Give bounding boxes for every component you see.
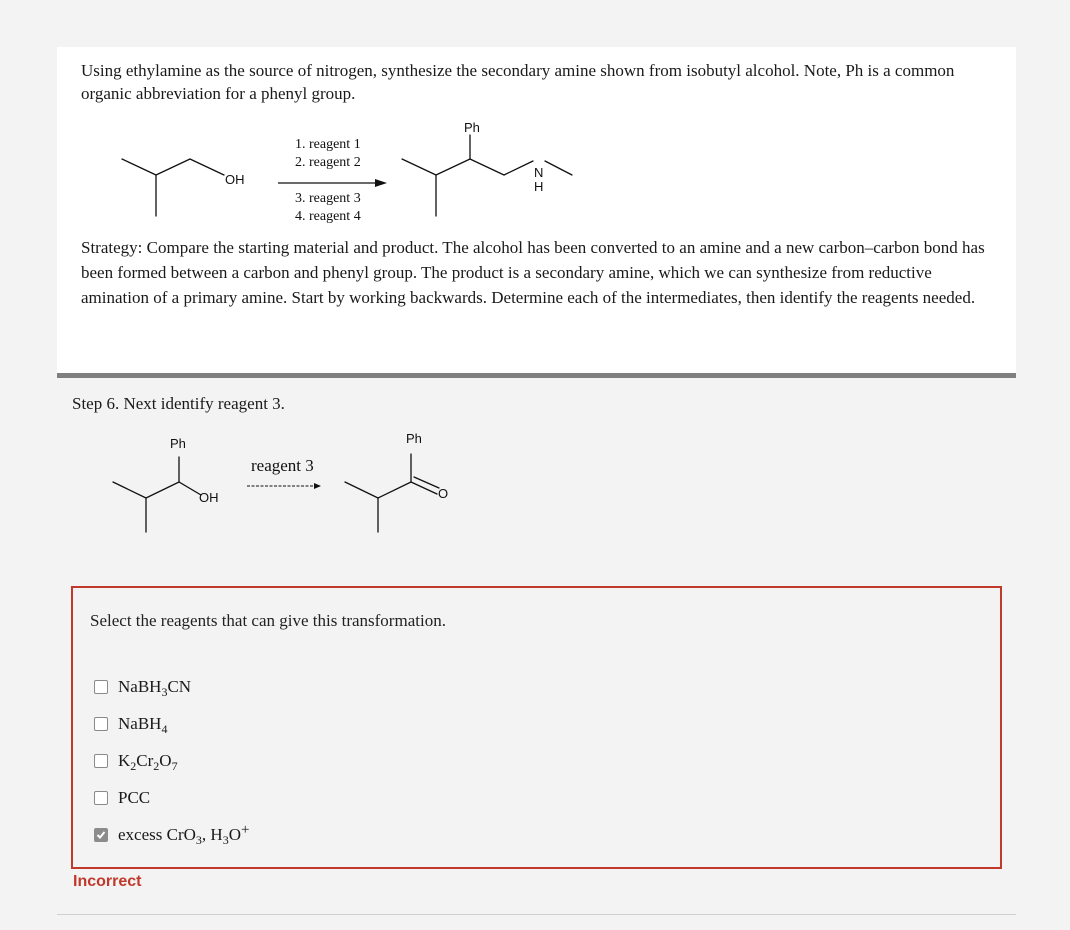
phenyl-label: Ph xyxy=(464,120,480,135)
section-divider xyxy=(57,373,1016,378)
reactant-hydroxyl-label: OH xyxy=(199,490,219,505)
option-label: PCC xyxy=(118,787,151,807)
problem-card xyxy=(57,47,1016,374)
reagent-options xyxy=(94,668,249,853)
bottom-divider xyxy=(57,914,1016,915)
problem-statement: Using ethylamine as the source of nitrogen, synthesize the secondary amine shown from isobutyl alcohol. Note, Ph is a common organic abbreviation for a phenyl group. xyxy=(81,61,955,103)
option-nabh3cn[interactable] xyxy=(94,668,249,705)
question-box xyxy=(71,586,1002,869)
arrow-below-line-1: 3. reagent 3 xyxy=(295,191,361,206)
ketone-skeleton xyxy=(345,482,437,498)
checkbox[interactable] xyxy=(94,680,108,694)
reaction-scheme-overall xyxy=(57,112,1016,232)
product-phenyl-label: Ph xyxy=(406,431,422,446)
isobutanol-skeleton xyxy=(122,159,224,175)
option-label: NaBH$_4$ xyxy=(118,713,168,736)
feedback-incorrect: Incorrect xyxy=(73,873,142,890)
product-skeleton xyxy=(402,159,504,175)
hydroxyl-label: OH xyxy=(225,172,245,187)
arrow-below-line-2: 4. reagent 4 xyxy=(295,209,361,224)
reagent-3-label: reagent 3 xyxy=(251,456,314,475)
option-label: excess CrO$_3$, $H_3O^+$ xyxy=(118,821,250,847)
checkmark-icon xyxy=(96,830,106,840)
checkbox[interactable] xyxy=(94,717,108,731)
option-pcc[interactable] xyxy=(94,779,249,816)
checkbox[interactable] xyxy=(94,791,108,805)
arrow-above-line-2: 2. reagent 2 xyxy=(295,155,361,170)
option-label: NaBH$_3$CN xyxy=(118,676,192,699)
option-nabh4[interactable] xyxy=(94,705,249,742)
step-title: Step 6. Next identify reagent 3. xyxy=(72,394,285,413)
option-excess-cro3[interactable] xyxy=(94,816,249,853)
reactant-phenyl-label: Ph xyxy=(170,436,186,451)
arrow-above-line-1: 1. reagent 1 xyxy=(295,137,361,152)
reaction-scheme-step xyxy=(57,420,557,540)
strategy-text: Strategy: Compare the starting material and product. The alcohol has been converted to an amine and a new carbon–carbon bond has been formed between a carbon and phenyl group. The product is a secondary amine, which we can synthesize from reductive amination of a primary amine. Start by working backwards. Determine each of the intermediates, then identify the reagents needed. xyxy=(81,238,985,307)
carbonyl-oxygen-label: O xyxy=(438,486,449,501)
alcohol-skeleton xyxy=(113,482,201,498)
option-k2cr2o7[interactable] xyxy=(94,742,249,779)
checkbox[interactable] xyxy=(94,754,108,768)
question-prompt: Select the reagents that can give this transformation. xyxy=(90,611,446,630)
nh-hydrogen-label: H xyxy=(534,179,544,194)
nitrogen-label: N xyxy=(534,165,544,180)
checkbox-checked[interactable] xyxy=(94,828,108,842)
option-label: $K_2Cr_2O_7$ xyxy=(118,750,178,773)
